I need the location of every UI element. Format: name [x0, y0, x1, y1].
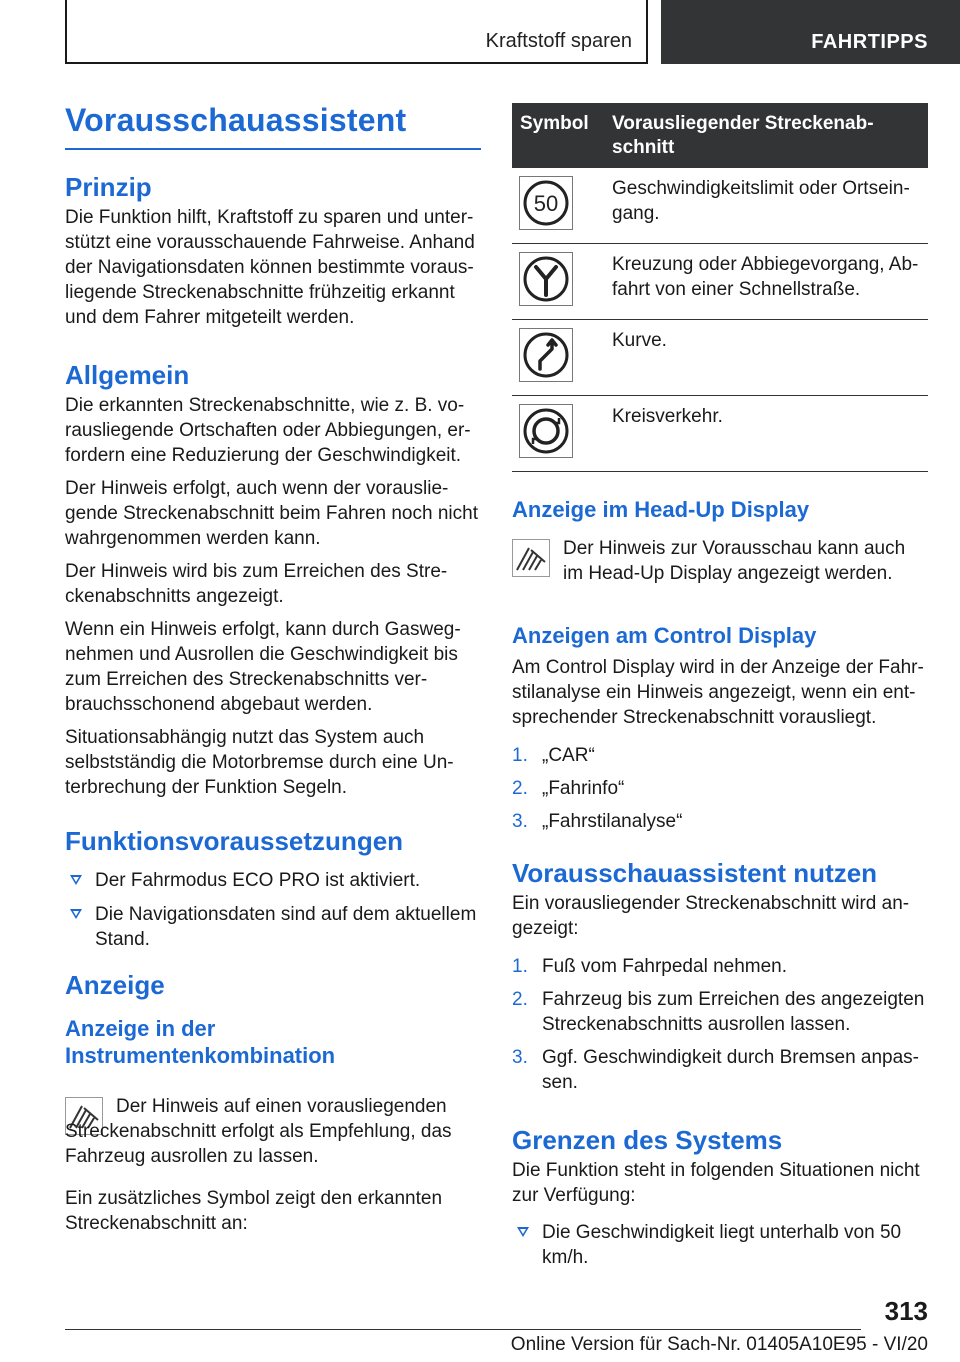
list-item: Die Navigationsdaten sind auf dem aktuellem Stand. [65, 902, 480, 952]
hud-note: Der Hinweis zur Vorausschau kann auch im Head-Up Display angezeigt werden. [563, 538, 906, 584]
section-nutzen [512, 858, 928, 1095]
table-cell-text: Geschwindigkeitslimit oder Ortsein-gang. [604, 168, 928, 244]
triangle-bullet-icon [517, 1227, 529, 1237]
allgemein-p3: Der Hinweis wird bis zum Erreichen des Stre-ckenabschnitts angezeigt. [65, 561, 448, 607]
list-item: 3. Ggf. Geschwindigkeit durch Bremsen anpas-sen. [512, 1047, 920, 1093]
online-version-note: Online Version für Sach-Nr. 01405A10E95 - VI/20 [510, 1334, 928, 1355]
heading-control-display: Anzeigen am Control Display [512, 623, 817, 648]
section-control-display [512, 622, 928, 834]
list-item: 1. Fuß vom Fahrpedal nehmen. [512, 956, 788, 977]
section-voraussetzungen [65, 826, 480, 952]
page-number: 313 [884, 1296, 928, 1326]
speed-limit-50-icon [519, 176, 573, 230]
list-item: Der Fahrmodus ECO PRO ist aktiviert. [65, 868, 480, 893]
table-row [512, 168, 928, 244]
list-item: 2. Fahrzeug bis zum Erreichen des angezeigten Streckenabschnitts ausrollen lassen. [512, 989, 925, 1035]
nutzen-text: Ein vorausliegender Streckenabschnitt wird an-gezeigt: [512, 893, 910, 939]
heading-allgemein: Allgemein [65, 360, 190, 390]
footer-rule [65, 1329, 861, 1330]
road-note-icon [512, 539, 550, 577]
heading-voraussetzungen: Funktionsvoraussetzungen [65, 826, 404, 856]
section-prinzip [65, 172, 480, 330]
control-display-text: Am Control Display wird in der Anzeige der Fahr-stilanalyse ein Hinweis angezeigt, wenn ein ent-sprechender Streckenabschnitt vorausliegt. [512, 657, 924, 728]
table-header-symbol: Symbol [512, 103, 604, 168]
grenzen-text: Die Funktion steht in folgenden Situationen nicht zur Verfügung: [512, 1160, 920, 1206]
junction-icon [519, 252, 573, 306]
list-item: 2. „Fahrinfo“ [512, 778, 625, 799]
heading-nutzen: Vorausschauassistent nutzen [512, 858, 878, 888]
allgemein-p5: Situationsabhängig nutzt das System auch selbstständig die Motorbremse durch eine Un-terbrechung der Funktion Segeln. [65, 727, 454, 798]
roundabout-icon [519, 404, 573, 458]
allgemein-p2: Der Hinweis erfolgt, auch wenn der vorauslie-gende Streckenabschnitt beim Fahren noch nicht wahrgenommen werden kann. [65, 478, 478, 549]
anzeige-symbol-text: Ein zusätzliches Symbol zeigt den erkannten Streckenabschnitt an: [65, 1188, 443, 1234]
heading-hud: Anzeige im Head-Up Display [512, 497, 810, 522]
section-grenzen [512, 1125, 928, 1270]
table-cell-text: Kurve. [604, 320, 928, 396]
triangle-bullet-icon [70, 875, 82, 885]
anzeige-note: Der Hinweis auf einen vorausliegenden Streckenabschnitt erfolgt als Empfehlung, das Fahrzeug ausrollen zu lassen. [65, 1096, 452, 1167]
section-anzeige [65, 970, 480, 1069]
allgemein-p1: Die erkannten Streckenabschnitte, wie z. B. vo-rausliegende Ortschaften oder Abbiegungen, er-fordern eine Reduzierung der Geschwindigkeit. [65, 395, 471, 466]
section-allgemein [65, 360, 480, 800]
header-chapter-label: FAHRTIPPS [811, 31, 928, 53]
table-header-abschnitt: Vorausliegender Streckenab-schnitt [604, 103, 928, 168]
heading-grenzen: Grenzen des Systems [512, 1125, 783, 1155]
header-chapter-tab [661, 0, 960, 64]
table-cell-text: Kreisverkehr. [604, 396, 928, 472]
list-item: 1. „CAR“ [512, 745, 595, 766]
table-row [512, 244, 928, 320]
svg-text:50: 50 [533, 191, 559, 216]
section-hud [512, 496, 928, 523]
allgemein-p4: Wenn ein Hinweis erfolgt, kann durch Gasweg-nehmen und Ausrollen die Geschwindigkeit bis zum Erreichen des Streckenabschnitts ver-brauchsschonend abgebaut werden. [65, 619, 461, 715]
curve-icon [519, 328, 573, 382]
prinzip-text: Die Funktion hilft, Kraftstoff zu sparen und unter-stützt eine vorausschauende Fahrweise. Anhand der Navigationsdaten können bestimmte voraus-liegende Streckenabschnitte frühzeitig erkannt und dem Fahrer mitgeteilt werden. [65, 207, 475, 328]
symbol-table [512, 103, 928, 472]
triangle-bullet-icon [70, 909, 82, 919]
header-section-box [65, 0, 648, 64]
heading-prinzip: Prinzip [65, 172, 152, 202]
table-row [512, 320, 928, 396]
heading-instrumentenkombination: Anzeige in der Instrumentenkombination [65, 1016, 336, 1068]
page-title: Vorausschauassistent [65, 102, 407, 138]
header-section-title: Kraftstoff sparen [485, 30, 632, 52]
heading-anzeige: Anzeige [65, 970, 165, 1000]
table-cell-text: Kreuzung oder Abbiegevorgang, Ab-fahrt von einer Schnellstraße. [604, 244, 928, 320]
list-item: 3. „Fahrstilanalyse“ [512, 811, 683, 832]
table-row [512, 396, 928, 472]
title-rule [65, 148, 481, 150]
list-item: Die Geschwindigkeit liegt unterhalb von 50 km/h. [512, 1220, 928, 1270]
